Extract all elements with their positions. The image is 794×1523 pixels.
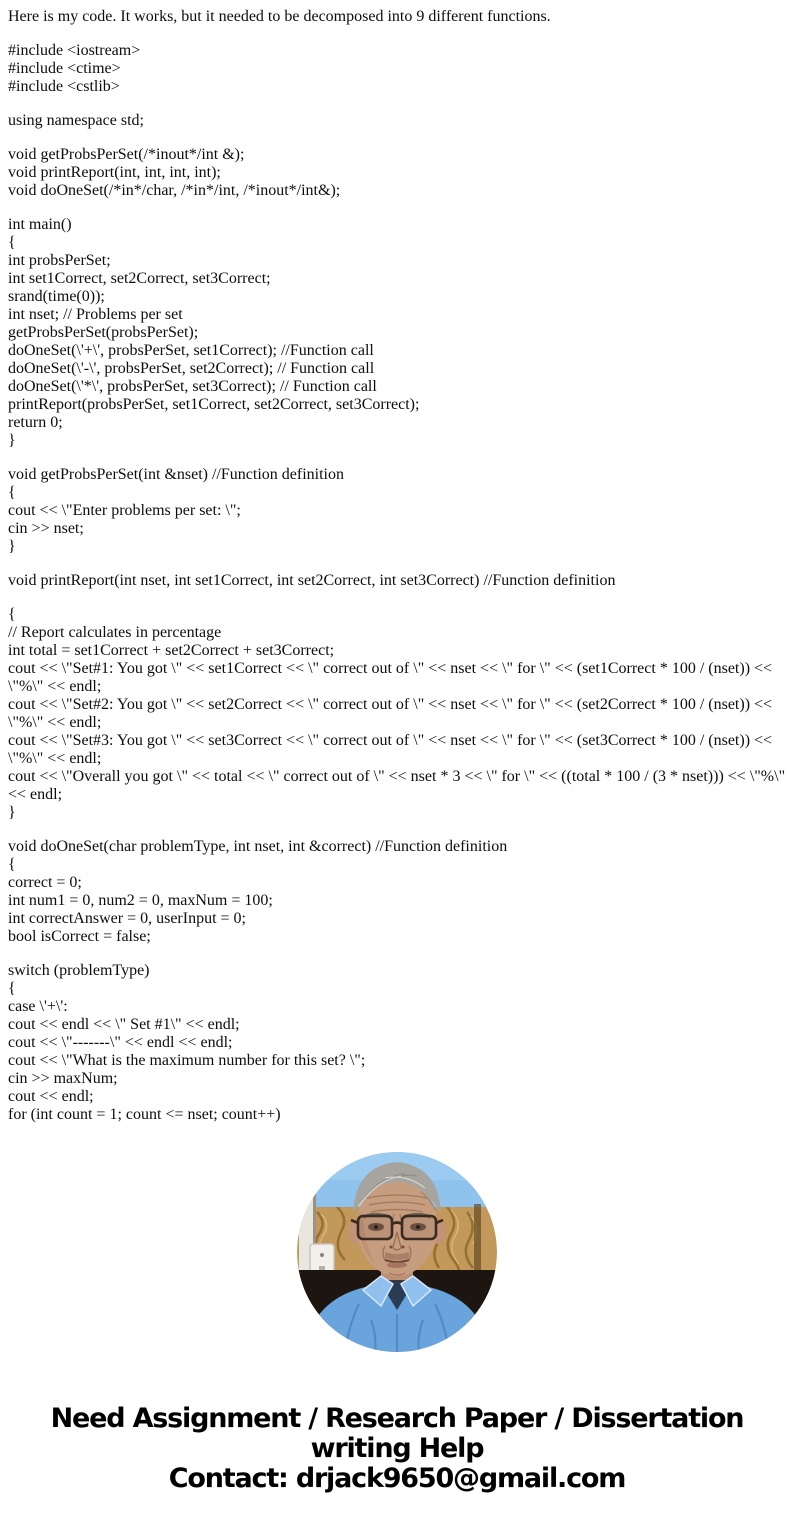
text-paragraph: { // Report calculates in percentage int total = set1Correct + set2Correct + set3Correct; cout << \"Set#1: You got \" << set1Correct << \" correct out of \" << nset << \" for \" << (set1Correct * 100 / (nset)) << \"%\" << endl; cout << \"Set#2: You got \" << set2Correct << \" correct out of \" << nset << \" for \" << (set2Correct * 100 / (nset)) << \"%\" << endl; cout << \"Set#3: You got \" << set3Correct << \" correct out of \" << nset << \" for \" << (set3Correct * 100 / (nset)) << \"%\" << endl; cout << \"Overall you got \" << total << \" correct out of \" << nset * 3 << \" for \" << ((total * 100 / (3 * nset))) << \"%\" << endl; } <box>8 606 786 821</box>
text-paragraph: int main() { int probsPerSet; int set1Correct, set2Correct, set3Correct; srand(time(0)); int nset; // Problems per set getProbsPerSet(probsPerSet); doOneSet(\'+\', probsPerSet, set1Correct); //Function call doOneSet(\'-\', probsPerSet, set2Correct); // Function call doOneSet(\'*\', probsPerSet, set3Correct); // Function call printReport(probsPerSet, set1Correct, set2Correct, set3Correct); return 0; } <box>8 216 420 449</box>
text-paragraph: void printReport(int nset, int set1Correct, int set2Correct, int set3Correct) //Function definition <box>8 572 616 589</box>
text-paragraph: void doOneSet(char problemType, int nset, int &correct) //Function definition { correct = 0; int num1 = 0, num2 = 0, maxNum = 100; int correctAnswer = 0, userInput = 0; bool isCorrect = false; <box>8 838 508 945</box>
portrait-photo <box>297 1152 497 1352</box>
text-paragraph: using namespace std; <box>8 112 144 129</box>
text-paragraph: Here is my code. It works, but it needed to be decomposed into 9 different functions. <box>8 8 551 25</box>
wall-seam <box>474 1204 481 1274</box>
lower-lip <box>387 1262 407 1268</box>
text-paragraph: switch (problemType) { case \'+\': cout << endl << \" Set #1\" << endl; cout << \"-------\" << endl << endl; cout << \"What is the maximum number for this set? \"; cin >> maxNum; cout << endl; for (int count = 1; count <= nset; count++) <box>8 962 366 1123</box>
footer-heading: Need Assignment / Research Paper / Dissertation writing Help Contact: drjack9650@gmail.com <box>50 1403 744 1494</box>
portrait-container <box>8 1152 786 1352</box>
code-text <box>8 8 786 1124</box>
text-paragraph: void getProbsPerSet(/*inout*/int &); void printReport(int, int, int, int); void doOneSet(/*in*/char, /*in*/int, /*inout*/int&); <box>8 146 341 199</box>
nostril-right <box>402 1246 405 1249</box>
text-paragraph: void getProbsPerSet(int &nset) //Function definition { cout << \"Enter problems per set: \"; cin >> nset; } <box>8 466 344 555</box>
nostril-left <box>390 1246 393 1249</box>
text-paragraph: #include <iostream> #include <ctime> #include <cstlib> <box>8 42 141 95</box>
switch-knob <box>320 1253 324 1257</box>
